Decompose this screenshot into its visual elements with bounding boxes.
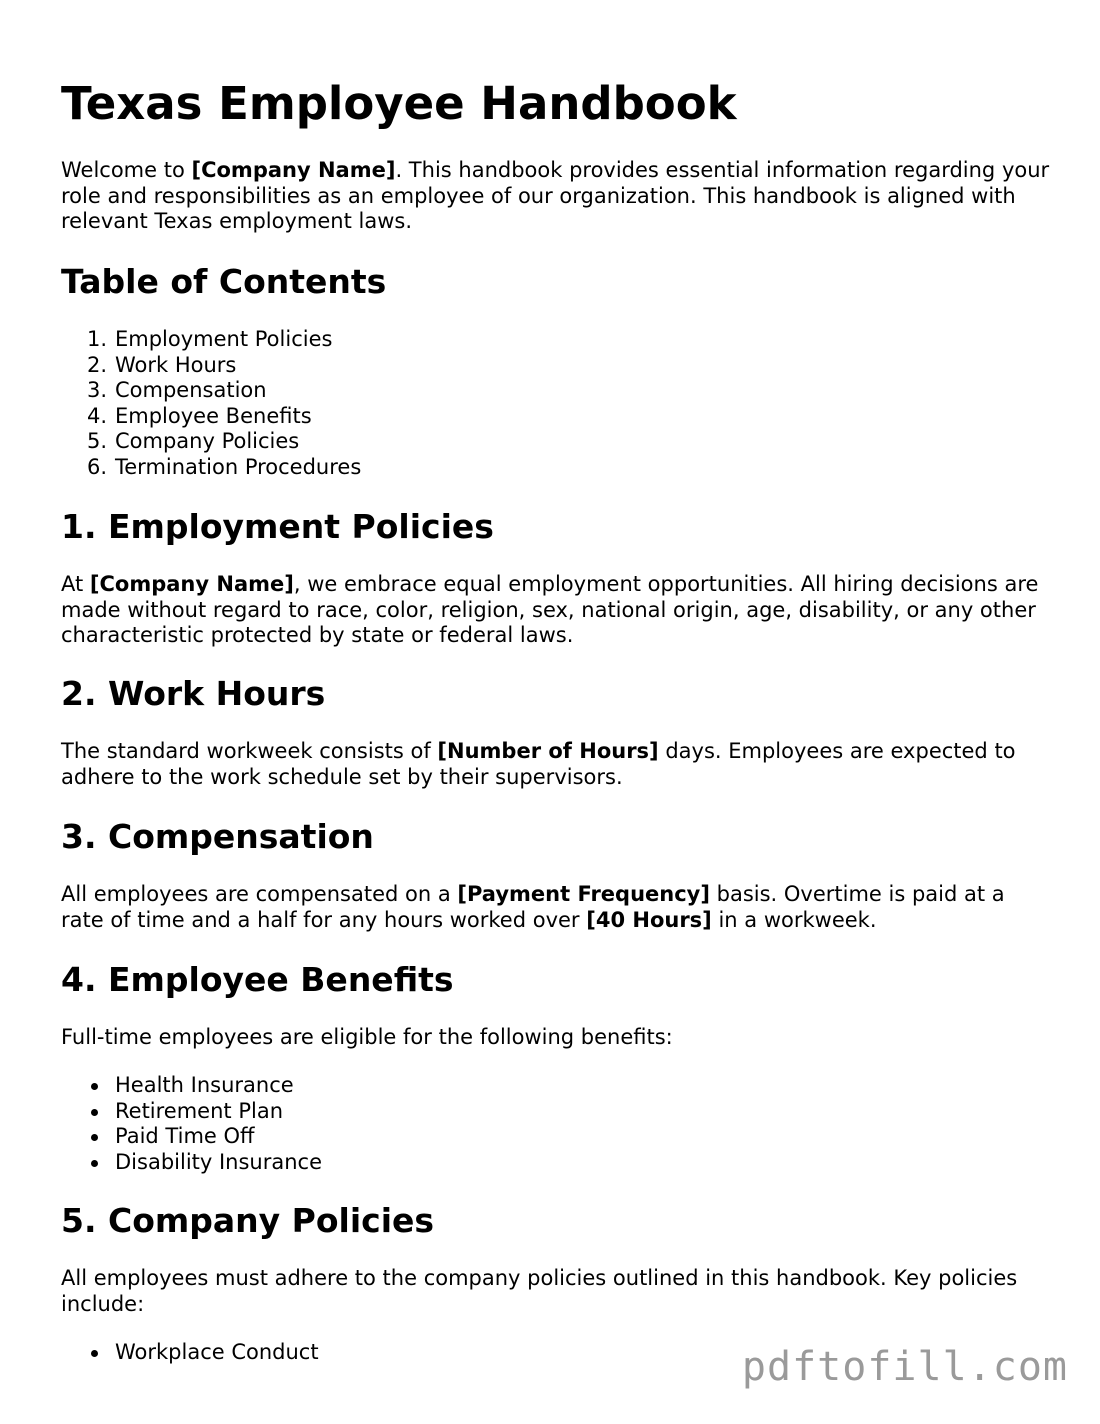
toc-item: 4. Employee Benefits <box>87 403 312 428</box>
benefits-list <box>61 1073 322 1175</box>
section-5-paragraph: All employees must adhere to the company policies outlined in this handbook. Key policies include: <box>61 1266 1018 1316</box>
list-item: Paid Time Off <box>61 1124 322 1150</box>
payment-frequency-placeholder: [Payment Frequency] <box>457 882 710 906</box>
section-4-paragraph: Full-time employees are eligible for the following benefits: <box>61 1025 673 1049</box>
section-3-heading: 3. Compensation <box>61 817 374 856</box>
list-item: Workplace Conduct <box>61 1340 319 1366</box>
document-title: Texas Employee Handbook <box>61 77 737 130</box>
section-2-heading: 2. Work Hours <box>61 674 326 713</box>
intro-paragraph: Welcome to [Company Name]. This handbook provides essential information regarding your role and responsibilities as an employee of our organization. This handbook is aligned with relevant Texas employment laws. <box>61 158 1050 233</box>
section-4-heading: 4. Employee Benefits <box>61 960 454 999</box>
company-name-placeholder: [Company Name] <box>191 158 396 182</box>
section-1-heading: 1. Employment Policies <box>61 507 494 546</box>
toc-item: 3. Compensation <box>87 378 267 402</box>
number-of-hours-placeholder: [Number of Hours] <box>437 739 659 763</box>
section-1-paragraph: At [Company Name], we embrace equal employment opportunities. All hiring decisions are made without regard to race, color, religion, sex, national origin, age, disability, or any other characteristic protected by state or federal laws. <box>61 572 1039 647</box>
toc-item: 5. Company Policies <box>87 429 300 453</box>
list-item: Disability Insurance <box>61 1150 322 1176</box>
section-2-paragraph: The standard workweek consists of [Number of Hours] days. Employees are expected to adhere to the work schedule set by their supervisors. <box>61 739 1016 789</box>
section-5-heading: 5. Company Policies <box>61 1201 435 1240</box>
list-item: Retirement Plan <box>61 1099 322 1125</box>
policies-list <box>61 1340 319 1366</box>
toc-item: 1. Employment Policies <box>87 327 333 351</box>
toc-list <box>61 327 361 480</box>
toc-item: 6. Termination Procedures <box>87 454 362 479</box>
company-name-placeholder: [Company Name] <box>89 572 294 596</box>
overtime-hours-placeholder: [40 Hours] <box>586 907 712 932</box>
toc-heading: Table of Contents <box>61 262 387 301</box>
section-3-paragraph: All employees are compensated on a [Payment Frequency] basis. Overtime is paid at a rate of time and a half for any hours worked over [40 Hours] in a workweek. <box>61 882 1005 932</box>
list-item: Health Insurance <box>61 1073 322 1099</box>
toc-item: 2. Work Hours <box>87 352 237 377</box>
watermark-logo: pdftofill.com <box>741 1344 1068 1390</box>
